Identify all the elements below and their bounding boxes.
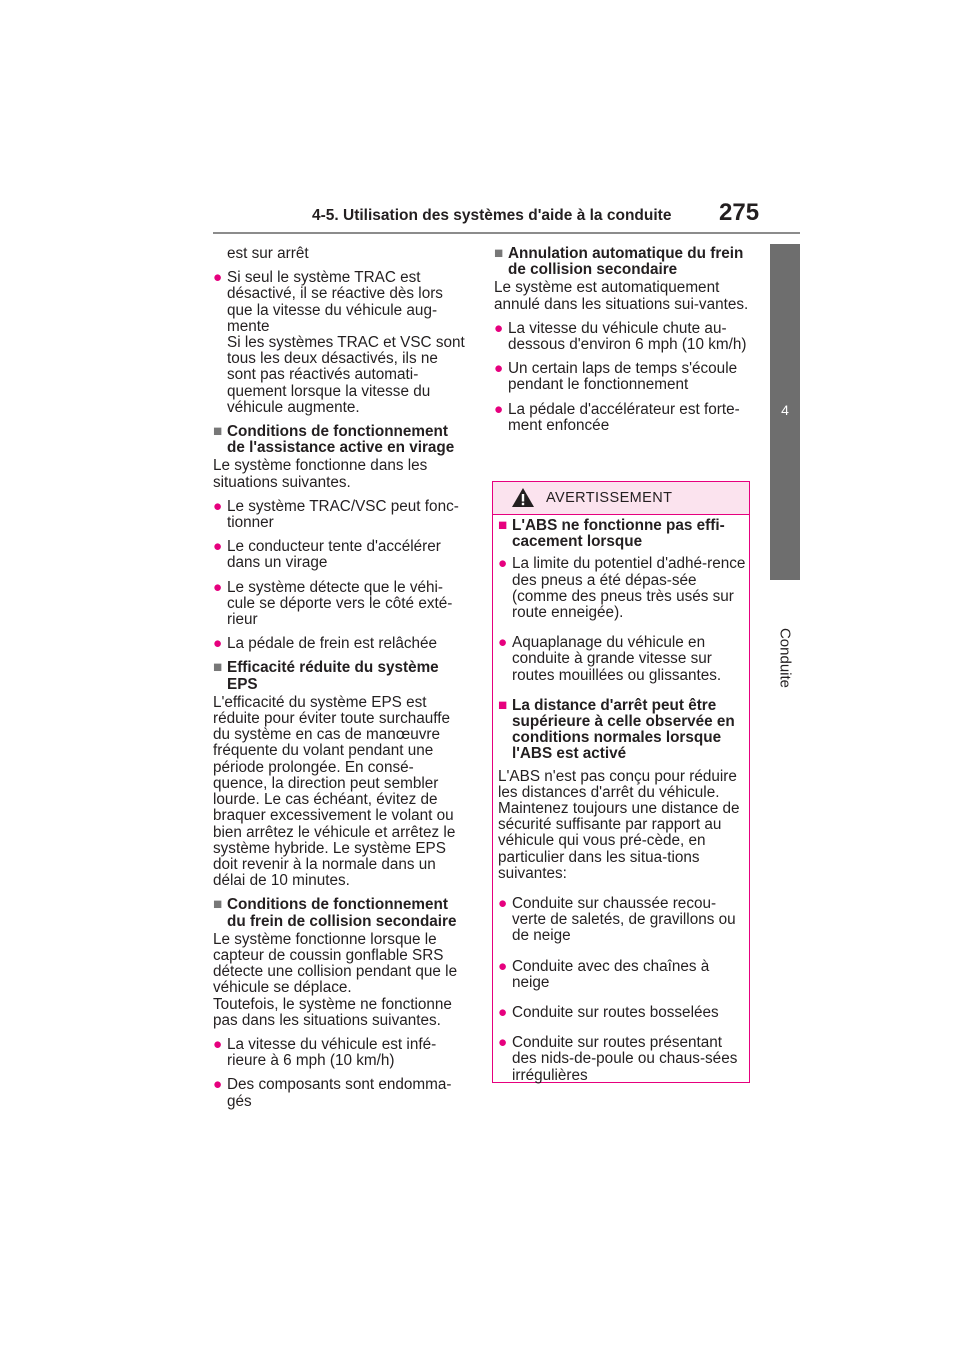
section-heading <box>213 660 466 692</box>
square-bullet-icon: ■ <box>213 896 223 914</box>
bullet-text: La pédale d'accélérateur est forte-ment enfoncée <box>508 400 740 434</box>
paragraph: L'ABS n'est pas conçu pour réduire les distances d'arrêt du véhicule. Maintenez toujours une distance de sécurité suffisante par rapport au véhicule qui vous pré-cède, en particulier dans les situa-tions suivantes: <box>498 767 740 882</box>
list-item <box>498 635 746 684</box>
section-heading <box>213 897 466 929</box>
paragraph: L'efficacité du système EPS est réduite pour éviter toute surchauffe du système en cas de manœuvre fréquente du volant pendant une période prolongée. En consé-quence, la direction peut sembler lourde. Le cas échéant, évitez de braquer excessivement le volant ou bien arrêtez le véhicule et arrêtez le système hybride. Le système EPS doit revenir à la normale dans un délai de 10 minutes. <box>213 693 456 890</box>
header-divider <box>213 232 800 234</box>
list-item <box>213 1037 466 1069</box>
bullet-dot-icon: ● <box>498 1034 508 1052</box>
bullet-dot-icon: ● <box>494 400 504 418</box>
list-item <box>213 499 466 531</box>
heading-text: La distance d'arrêt peut être supérieure à celle observée en conditions normales lorsque l'ABS est activé <box>512 696 735 763</box>
bullet-dot-icon: ● <box>213 497 223 515</box>
list-item <box>213 636 466 652</box>
bullet-dot-icon: ● <box>213 578 223 596</box>
bullet-dot-icon: ● <box>213 269 223 287</box>
list-item <box>498 1035 746 1084</box>
square-bullet-icon: ■ <box>494 245 504 262</box>
list-item <box>213 539 466 571</box>
bullet-text: La vitesse du véhicule chute au-dessous d'environ 6 mph (10 km/h) <box>508 319 747 354</box>
list-item <box>498 959 746 991</box>
bullet-dot-icon: ● <box>498 634 508 652</box>
square-bullet-icon: ■ <box>213 659 223 677</box>
right-column <box>494 246 750 442</box>
bullet-dot-icon: ● <box>498 1004 508 1022</box>
bullet-text: Le conducteur tente d'accélérer dans un virage <box>227 538 441 572</box>
paragraph: Le système fonctionne dans les situations suivantes. <box>213 457 428 491</box>
list-item <box>498 1005 746 1021</box>
list-item <box>213 580 466 629</box>
list-item <box>498 556 746 621</box>
bullet-text: La pédale de frein est relâchée <box>227 635 438 653</box>
section-heading <box>498 518 746 550</box>
section-heading <box>498 698 746 763</box>
warning-content <box>498 518 746 1098</box>
square-bullet-icon: ■ <box>498 696 508 714</box>
heading-text: L'ABS ne fonctionne pas effi-cacement lorsque <box>512 517 725 551</box>
heading-text: Annulation automatique du frein de collision secondaire <box>508 245 744 279</box>
square-bullet-icon: ■ <box>498 517 508 534</box>
square-bullet-icon: ■ <box>213 423 223 441</box>
left-column <box>213 246 466 1118</box>
paragraph: Le système fonctionne lorsque le capteur de coussin gonflable SRS détecte une collision pendant que le véhicule se déplace. <box>213 930 458 997</box>
list-item <box>213 270 466 416</box>
paragraph: Toutefois, le système ne fonctionne pas dans les situations suivantes. <box>213 995 452 1029</box>
bullet-dot-icon: ● <box>498 957 508 975</box>
page-number: 275 <box>719 199 760 226</box>
bullet-text: Conduite sur routes bosselées <box>512 1004 719 1022</box>
chapter-label-text: Conduite <box>776 627 794 689</box>
bullet-dot-icon: ● <box>213 635 223 653</box>
bullet-text: Conduite sur routes présentant des nids-de-poule ou chaus-sées irrégulières <box>512 1034 738 1084</box>
warning-title: AVERTISSEMENT <box>546 490 673 506</box>
warning-header <box>493 482 749 515</box>
list-item <box>494 361 750 393</box>
heading-text: Conditions de fonctionnement du frein de collision secondaire <box>227 896 457 930</box>
bullet-dot-icon: ● <box>498 895 508 913</box>
bullet-dot-icon: ● <box>213 1035 223 1053</box>
bullet-text: Des composants sont endomma-gés <box>227 1076 452 1110</box>
list-item <box>494 321 750 353</box>
bullet-text: Conduite avec des chaînes à neige <box>512 957 710 991</box>
section-title: 4-5. Utilisation des systèmes d'aide à la conduite <box>312 207 672 224</box>
bullet-text: Conduite sur chaussée recou-verte de saletés, de gravillons ou de neige <box>512 895 736 945</box>
bullet-note: Si les systèmes TRAC et VSC sont tous les deux désactivés, ils ne sont pas réactivés automati-quement lorsque la vitesse du véhicule augmente. <box>227 334 465 416</box>
chapter-label <box>768 618 802 698</box>
list-item <box>213 1077 466 1109</box>
bullet-dot-icon: ● <box>494 360 504 378</box>
warning-box <box>492 481 750 1083</box>
list-item <box>498 896 746 945</box>
heading-text: Efficacité réduite du système EPS <box>227 659 439 693</box>
chapter-tab-number: 4 <box>781 402 789 418</box>
paragraph: Le système est automatiquement annulé dans les situations sui-vantes. <box>494 279 749 313</box>
heading-text: Conditions de fonctionnement de l'assistance active en virage <box>227 423 455 457</box>
bullet-dot-icon: ● <box>213 538 223 556</box>
bullet-text: Le système TRAC/VSC peut fonc-tionner <box>227 497 459 532</box>
bullet-text: La vitesse du véhicule est infé-rieure à 6 mph (10 km/h) <box>227 1035 437 1070</box>
bullet-text: La limite du potentiel d'adhé-rence des pneus a été dépas-sée (comme des pneus très usés sur route enneigée). <box>512 555 746 622</box>
bullet-text: Un certain laps de temps s'écoule pendant le fonctionnement <box>508 360 738 394</box>
bullet-text: Aquaplanage du véhicule en conduite à grande vitesse sur routes mouillées ou glissantes. <box>512 634 722 684</box>
bullet-dot-icon: ● <box>494 319 504 337</box>
bullet-text: Si seul le système TRAC est désactivé, il se réactive dès lors que la vitesse du véhicule aug-mente <box>227 269 443 335</box>
section-heading <box>494 246 750 278</box>
section-heading <box>213 424 466 456</box>
bullet-dot-icon: ● <box>498 555 508 573</box>
list-item <box>494 402 750 434</box>
bullet-dot-icon: ● <box>213 1076 223 1094</box>
warning-triangle-icon <box>511 487 535 508</box>
bullet-text: Le système détecte que le véhi-cule se déporte vers le côté exté-rieur <box>227 578 453 629</box>
continuation-text: est sur arrêt <box>227 245 309 262</box>
